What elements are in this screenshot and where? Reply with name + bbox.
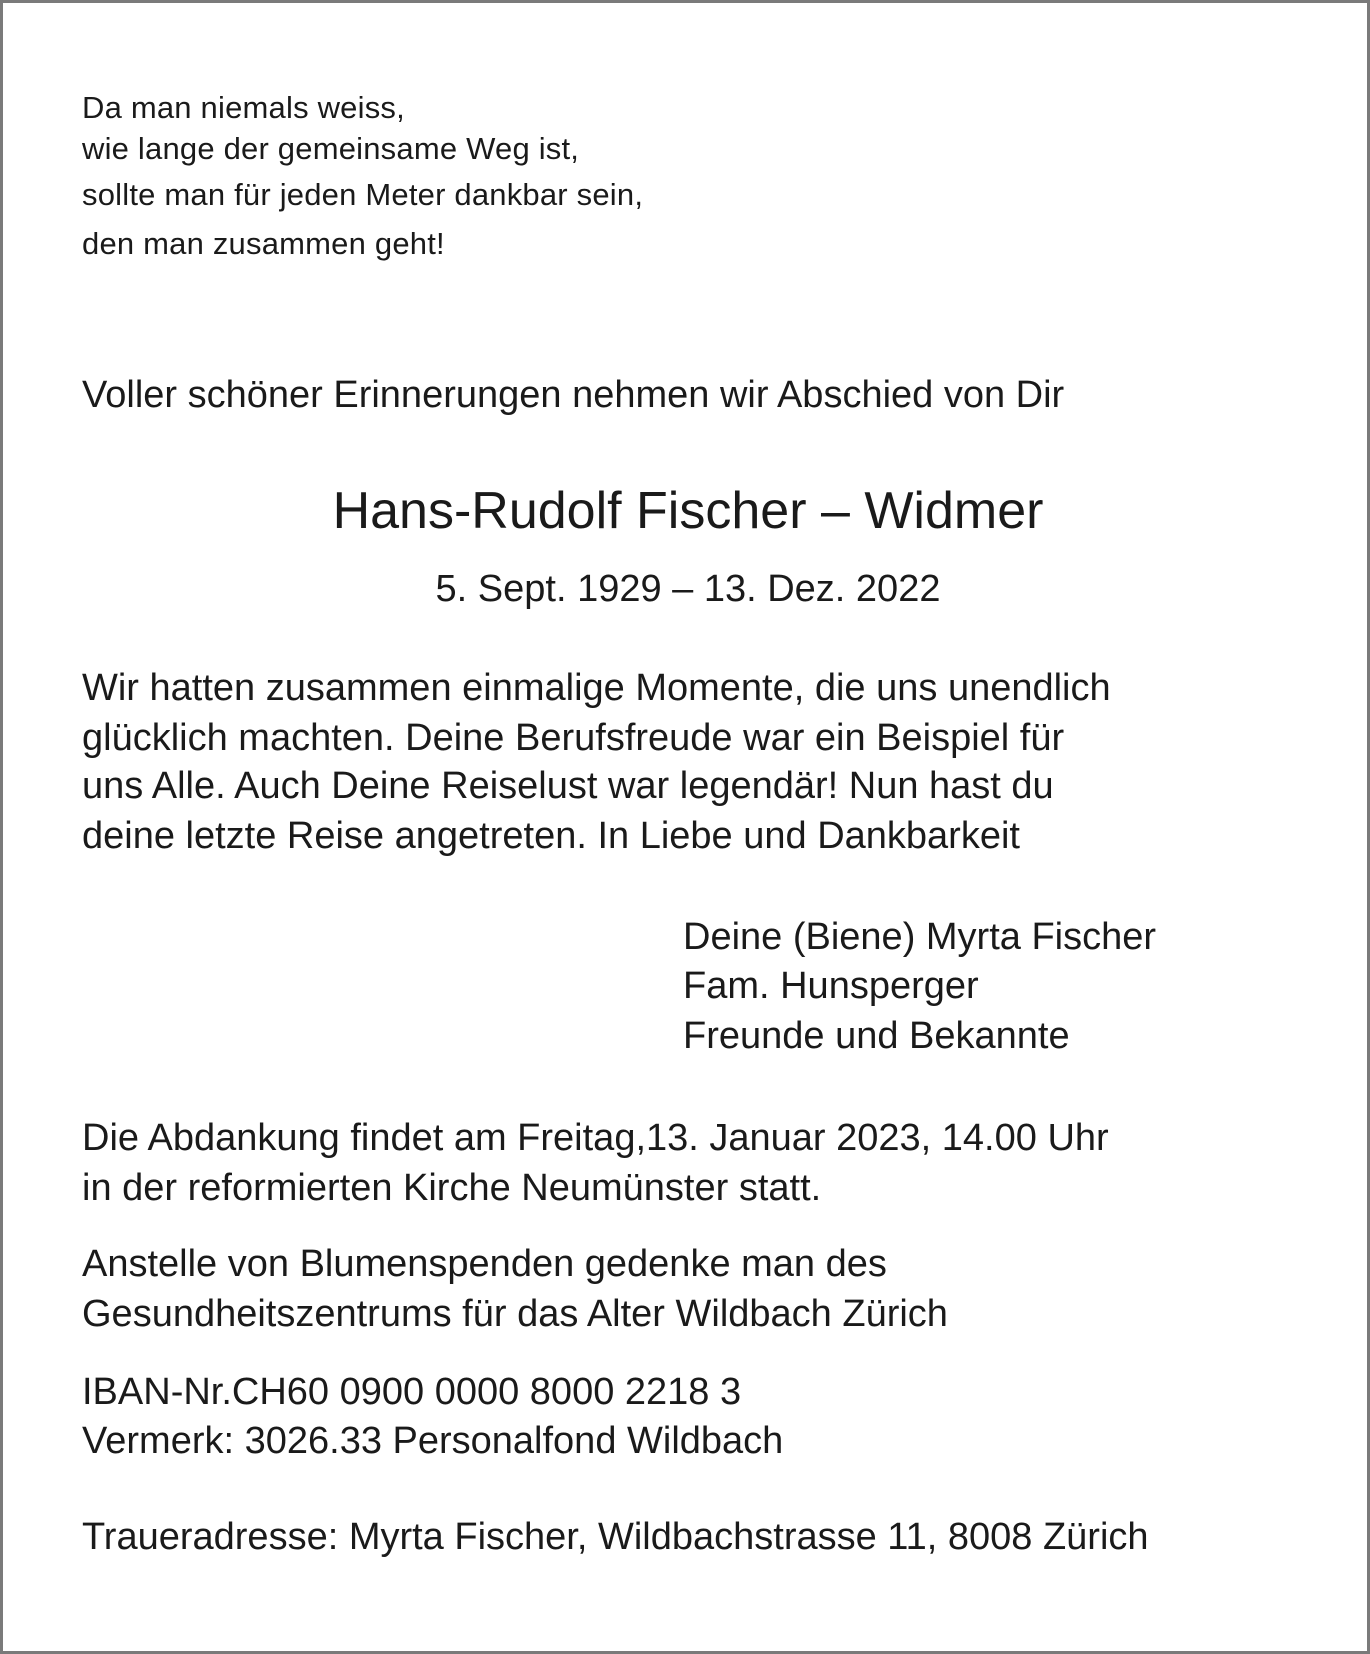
- poem-line: sollte man für jeden Meter dankbar sein,: [82, 177, 644, 212]
- reference-line: Vermerk: 3026.33 Personalfond Wildbach: [82, 1420, 784, 1462]
- message-line: deine letzte Reise angetreten. In Liebe und Dankbarkeit: [82, 815, 1020, 857]
- donation-line: Anstelle von Blumenspenden gedenke man des: [82, 1243, 887, 1285]
- deceased-name: Hans-Rudolf Fischer – Widmer: [332, 482, 1044, 540]
- service-line: Die Abdankung findet am Freitag,13. Januar 2023, 14.00 Uhr: [82, 1117, 1109, 1159]
- message-line: uns Alle. Auch Deine Reiselust war legendär! Nun hast du: [82, 765, 1054, 807]
- mourner-line: Fam. Hunsperger: [683, 965, 979, 1007]
- mourner-line: Freunde und Bekannte: [683, 1015, 1070, 1057]
- poem-line: den man zusammen geht!: [82, 226, 445, 261]
- message-line: glücklich machten. Deine Berufsfreude war ein Beispiel für: [82, 717, 1065, 759]
- poem-line: wie lange der gemeinsame Weg ist,: [82, 131, 580, 166]
- service-line: in der reformierten Kirche Neumünster statt.: [82, 1167, 822, 1209]
- poem-line: Da man niemals weiss,: [82, 90, 405, 125]
- life-dates: 5. Sept. 1929 – 13. Dez. 2022: [435, 568, 941, 610]
- farewell-intro: Voller schöner Erinnerungen nehmen wir Abschied von Dir: [82, 374, 1065, 416]
- iban-line: IBAN-Nr.CH60 0900 0000 8000 2218 3: [82, 1371, 742, 1413]
- message-line: Wir hatten zusammen einmalige Momente, die uns unendlich: [82, 667, 1111, 709]
- mourning-address: Traueradresse: Myrta Fischer, Wildbachstrasse 11, 8008 Zürich: [82, 1516, 1149, 1558]
- donation-line: Gesundheitszentrums für das Alter Wildbach Zürich: [82, 1293, 948, 1335]
- mourner-line: Deine (Biene) Myrta Fischer: [683, 916, 1157, 958]
